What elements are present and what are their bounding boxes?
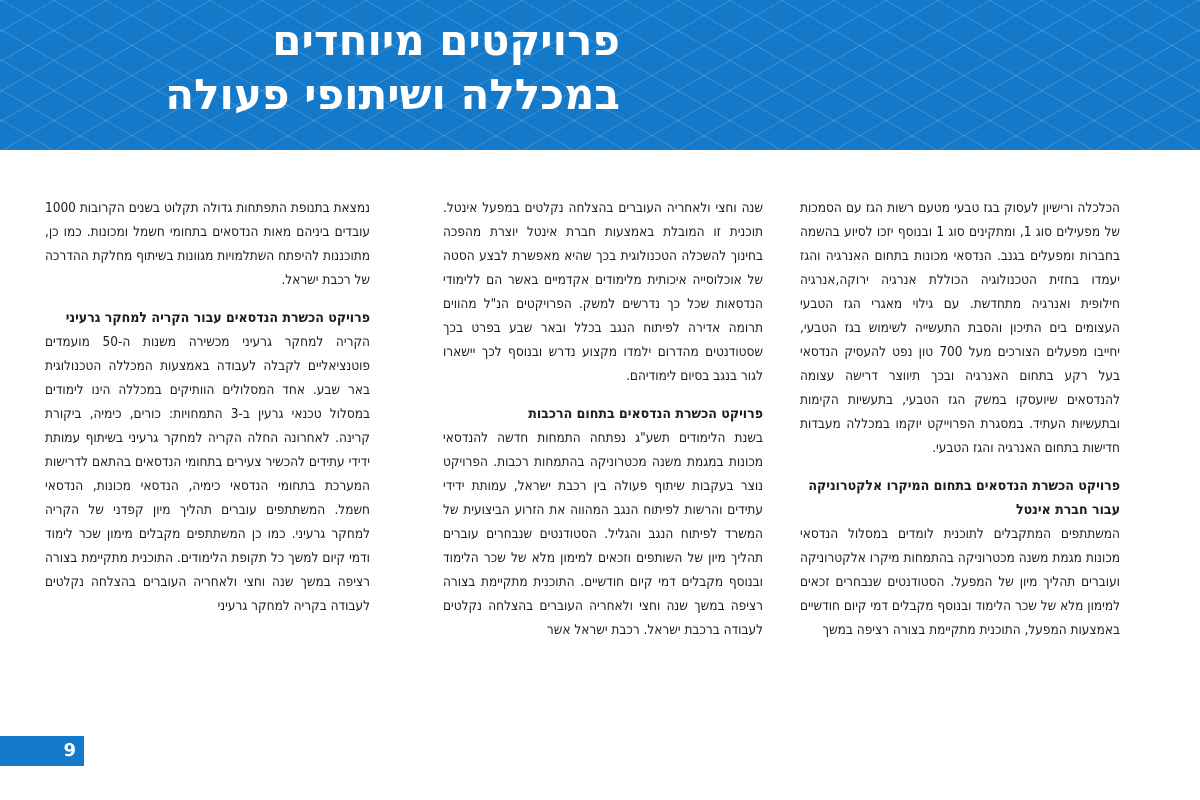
page-title-line-2: במכללה ושיתופי פעולה [165, 70, 620, 119]
text-column-right [800, 196, 1120, 696]
page-number: 9 [0, 736, 84, 766]
page-title-line-1: פרויקטים מיוחדים [272, 16, 620, 65]
paragraph: נמצאת בתנופת התפתחות גדולה תקלוט בשנים הקרובות 1000 עובדים ביניהם מאות הנדסאים בתחומי חשמל ומכונות. כמו כן, מתוכננות להיפתח השתלמויות מגוונות בשיתוף מחלקת ההדרכה של רכבת ישראל. [45, 200, 370, 288]
page-title [40, 14, 620, 122]
paragraph: בשנת הלימודים תשע"ג נפתחה התמחות חדשה להנדסאי מכונות במגמת משנה מכטרוניקה בהתמחות רכבות. הפרויקט נוצר בעקבות שיתוף פעולה בין רכבת ישראל, עמותת ידידי עתידים והרשות לפיתוח הנגב המהווה את הזרוע הביצועית של המשרד לפיתוח הנגב והגליל. הסטודנטים שנבחרים עוברים תהליך מיון של השותפים וזכאים למימון מלא של שכר הלימוד ובנוסף מקבלים דמי קיום חודשיים. התוכנית מתקיימת בצורה רציפה במשך שנה וחצי ולאחריה העוברים בהצלחה נקלטים לעבודה ברכבת ישראל. רכבת ישראל אשר [443, 430, 763, 638]
paragraph: המשתתפים המתקבלים לתוכנית לומדים במסלול הנדסאי מכונות מגמת משנה מכטרוניקה בהתמחות מיקרו אלקטרוניקה ועוברים תהליך מיון של המפעל. הסטודנטים שנבחרים זכאים למימון מלא של שכר הלימוד ובנוסף מקבלים דמי קיום חודשיים באמצעות המפעל, התוכנית מתקיימת בצורה רציפה במשך [800, 526, 1120, 638]
section-heading-nuclear-research: פרויקט הכשרת הנדסאים עבור הקריה למחקר גרעיני [65, 310, 370, 326]
paragraph: הכלכלה ורישיון לעסוק בגז טבעי מטעם רשות הגז עם הסמכות של מפעילים סוג 1, ומתקינים סוג 1 ובנוסף יזכו לסיוע בהשמה בחברות ומפעלים בגנב. הנדסאי מכונות בתחום האנרגיה והגז יעמדו בחזית הטכנולוגיה הכוללת אנרגיה ירוקה,אנרגיה חילופית ואנרגיה מתחדשת. עם גילוי מאגרי הגז הטבעי העצומים בים התיכון והסבת התעשייה לשימוש בגז הטבעי, יחייבו מפעלים הצורכים מעל 700 טון נפט להעסיק הנדסאי בעל רקע בתחום האנרגיה ובכך תיווצר דרישה עצומה להנדסאים שיועסקו במשק הגז הטבעי, בתעשיות הקימות ובתעשיות העתיד. במסגרת הפרוייקט יוקמו במכללה מעבדות חדישות בתחום האנרגיה והגז הטבעי. [800, 200, 1120, 456]
header-banner [0, 0, 1200, 150]
section-heading-railways: פרויקט הכשרת הנדסאים בתחום הרכבות [528, 406, 763, 422]
text-column-middle [443, 196, 763, 696]
text-column-left [45, 196, 370, 696]
paragraph: הקריה למחקר גרעיני מכשירה משנות ה-50 מועמדים פוטנציאליים לקבלה לעבודה באמצעות המכללה הטכנולוגית באר שבע. אחד המסלולים הוותיקים במכללה הינו לימודים במסלול טכנאי גרעין ב-3 התמחויות: כורים, כימיה, ביקורת קרינה. לאחרונה החלה הקריה למחקר גרעיני בשיתוף עמותת ידידי עתידים להכשיר צעירים בתחומי הנדסאים בהתאם לדרישות המערכת בתחומי הנדסאי כימיה, הנדסאי מכונות, הנדסאי חשמל. המשתתפים עוברים תהליך מיון קפדני של הקריה למחקר גרעיני. כמו כן המשתתפים מקבלים מימון שכר לימוד ודמי קיום למשך כל תקופת הלימודים. התוכנית מתקיימת בצורה רציפה במשך שנה וחצי ולאחריה העוברים בהצלחה נקלטים לעבודה בקריה למחקר גרעיני [45, 334, 370, 614]
section-heading-microelectronics: פרויקט הכשרת הנדסאים בתחום המיקרו אלקטרוניקה עבור חברת אינטל [808, 478, 1120, 518]
paragraph: שנה וחצי ולאחריה העוברים בהצלחה נקלטים במפעל אינטל. תוכנית זו המובלת באמצעות חברת אינטל יוצרת מהפכה בחינוך להשכלה הטכנולוגית בכך שהיא מאפשרת לבצע הסטה של אוכלוסייה איכותית מלימודים אקדמיים באשר הם ללימודי הנדסאות שכל כך נדרשים למשק. הפרויקטים הנ"ל מהווים תרומה אדירה לפיתוח הנגב בכלל ובאר שבע בפרט בכך שסטודנטים מהדרום ילמדו מקצוע נדרש ובנוסף לכך יישארו לגור בנגב בסיום לימודיהם. [443, 200, 763, 384]
